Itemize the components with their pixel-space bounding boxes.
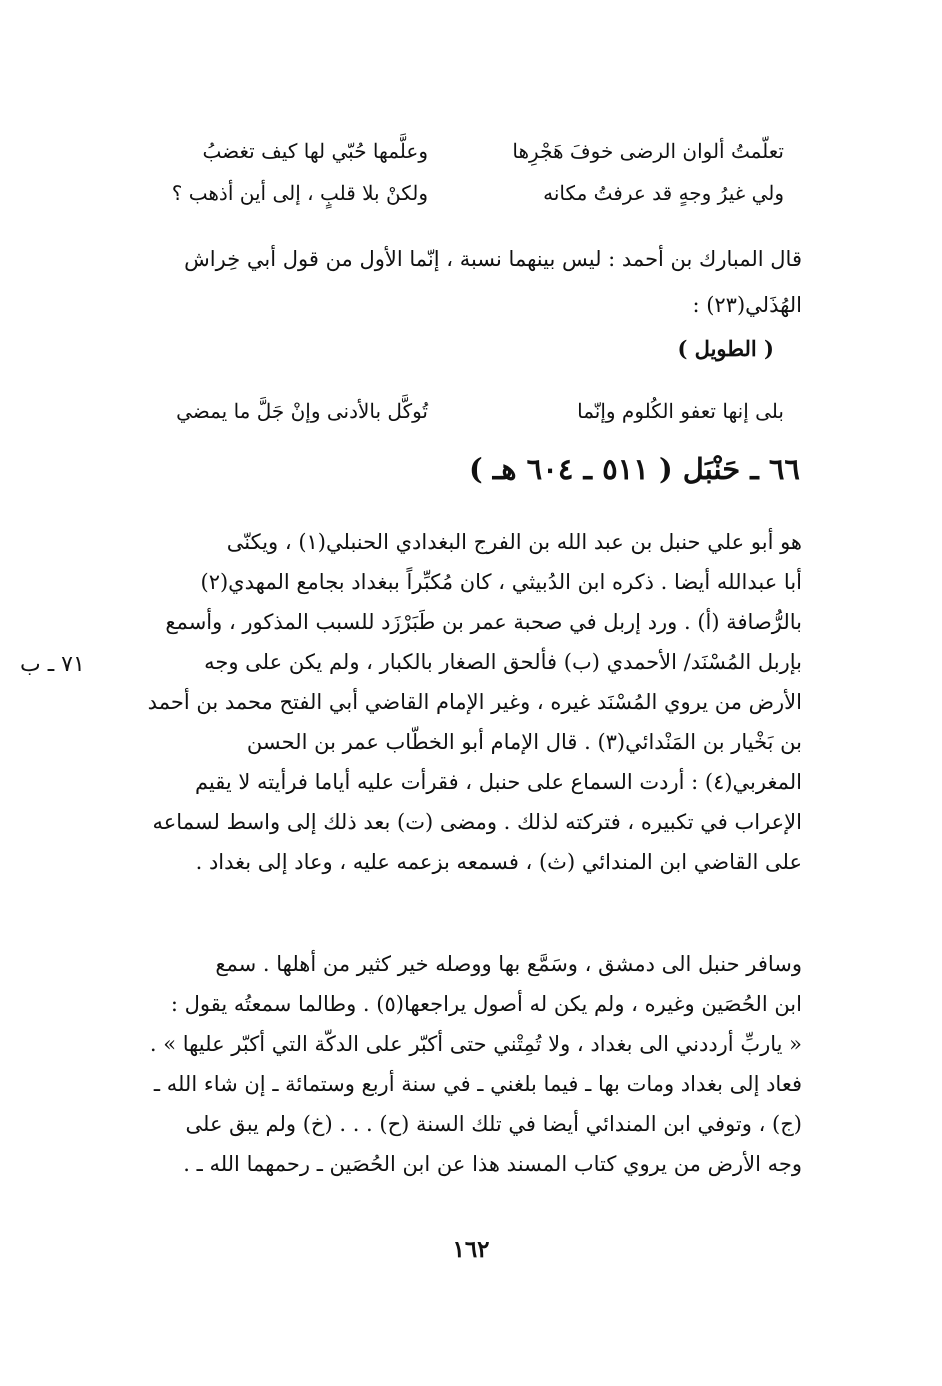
verse-line-2	[0, 178, 942, 208]
verse-2-second-hemistich: ولكنْ بلا قلبٍ ، إلى أين أذهب ؟	[171, 181, 428, 205]
verse-1-first-hemistich: تعلّمتُ ألوان الرضى خوفَ هَجْرِها	[512, 139, 784, 163]
verse-line-3	[0, 396, 942, 426]
verse-1-second-hemistich: وعلَّمها حُبّي لها كيف تغضبُ	[202, 139, 428, 163]
verse-2-first-hemistich: ولي غيرُ وجهٍ قد عرفتُ مكانه	[543, 181, 784, 205]
meter-label: ( الطويل )	[677, 336, 774, 361]
paragraph-1-line-9: على القاضي ابن المندائي (ث) ، فسمعه بزعمه عليه ، وعاد إلى بغداد .	[195, 850, 802, 874]
paragraph-1-line-8: الإعراب في تكبيره ، فتركته لذلك . ومضى (ت) بعد ذلك إلى واسط لسماعه	[152, 810, 802, 834]
verse-3-first-hemistich: بلى إنها تعفو الكُلوم وإنّما	[577, 399, 784, 423]
paragraph-2-line-6: وجه الأرض من يروي كتاب المسند هذا عن ابن الحُصَين ـ رحمهما الله ـ .	[183, 1152, 802, 1176]
entry-heading: ٦٦ ـ حَنْبَل ( ٥١١ ـ ٦٠٤ هـ )	[468, 452, 800, 486]
paragraph-2-line-1: وسافر حنبل الى دمشق ، وسَمَّع بها ووصله خير كثير من أهلها . سمع	[215, 952, 802, 976]
intro-line-1: قال المبارك بن أحمد : ليس بينهما نسبة ، إنّما الأول من قول أبي خِراش	[184, 247, 802, 271]
paragraph-2-line-2: ابن الحُصَين وغيره ، ولم يكن له أصول يراجعها(٥) . وطالما سمعتُه يقول :	[170, 992, 802, 1016]
paragraph-2-line-4: فعاد إلى بغداد ومات بها ـ فيما بلغني ـ في سنة أربع وستمائة ـ إن شاء الله ـ	[153, 1072, 802, 1096]
paragraph-1-line-5: الأرض من يروي المُسْنَد غيره ، وغير الإمام القاضي أبي الفتح محمد بن أحمد	[147, 690, 802, 714]
verse-3-second-hemistich: تُوكَّل بالأدنى وإنْ جَلَّ ما يمضي	[176, 399, 428, 423]
intro-paragraph	[126, 236, 802, 328]
paragraph-1-line-7: المغربي(٤) : أردت السماع على حنبل ، فقرأت عليه أياما فرأيته لا يقيم	[194, 770, 802, 794]
verse-line-1	[0, 136, 942, 166]
paragraph-1-line-1: هو أبو علي حنبل بن عبد الله بن الفرج البغدادي الحنبلي(١) ، ويكنّى	[226, 530, 802, 554]
paragraph-1-line-6: بن بَخْيار بن المَنْدائي(٣) . قال الإمام أبو الخطّاب عمر بن الحسن	[246, 730, 802, 754]
paragraph-1-line-3: بالرُّصافة (أ) . ورد إربل في صحبة عمر بن طَبَرْزَد للسبب المذكور ، وأسمع	[165, 610, 802, 634]
paragraph-1-line-2: أبا عبدالله أيضا . ذكره ابن الدُبيثي ، كان مُكبِّراً ببغداد بجامع المهدي(٢)	[200, 570, 802, 594]
folio-margin-note: ٧١ ـ ب	[20, 652, 85, 677]
paragraph-2-line-3: « ياربِّ أرددني الى بغداد ، ولا تُمِتْني حتى أكبّر على الدكّة التي أكبّر عليها » .	[149, 1032, 802, 1056]
paragraph-2-line-5: (ج) ، وتوفي ابن المندائي أيضا في تلك السنة (ح) . . . (خ) ولم يبق على	[185, 1112, 802, 1136]
intro-line-2: الهُذَلي(٢٣) :	[692, 293, 802, 317]
page-number: ١٦٢	[452, 1236, 490, 1263]
biography-paragraph-1	[126, 522, 802, 882]
biography-paragraph-2	[126, 944, 802, 1184]
paragraph-1-line-4: بإربل المُسْنَد/ الأحمدي (ب) فألحق الصغار بالكبار ، ولم يكن على وجه	[204, 650, 802, 674]
